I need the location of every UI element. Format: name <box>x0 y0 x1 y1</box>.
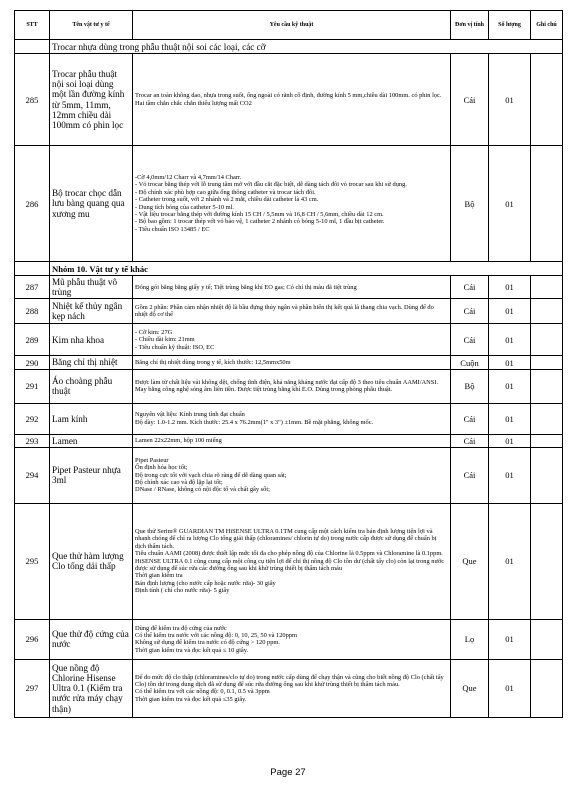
header-spec: Yêu cầu kỹ thuật <box>133 11 451 40</box>
row-note <box>531 369 563 403</box>
row-spec <box>133 369 451 403</box>
row-unit: Bộ <box>451 146 489 262</box>
spec-line: DNase / RNase, không có nội độc tố và chất gây sốt; <box>135 486 270 494</box>
spec-line: - Vỏ trocar bằng thép với lỗ trung tâm mở với đầu cắt đặc biệt, dễ dàng tách đôi vỏ trocar sau khi sử dụng. <box>135 181 407 189</box>
spec-line: Thời gian kiểm tra và đọc kết quả ≤ 10 giây. <box>135 646 249 654</box>
spec-line: Que thử Serim® GUARDIAN TM HiSENSE ULTRA 0.1TM cung cấp một cách kiểm tra bán định lượng tiện lợi và nhanh chóng để chỉ ra lượng Clo tổng giải thấp (chloramines/ chlorin tự do) trong nước cấp được sử dụng để chuẩn bị dịch thẩm tách. <box>135 527 437 550</box>
spec-line: Tiêu chuẩn AAMI (2008) được thiết lập mức tối đa cho phép nồng độ của Chlorine là 0.5ppm và Chloramine là 0.1ppm. <box>135 550 443 558</box>
row-note <box>531 447 563 503</box>
row-spec <box>133 434 451 447</box>
row-unit: Cái <box>451 434 489 447</box>
row-qty: 01 <box>489 403 531 434</box>
section-title: Trocar nhựa dùng trong phẫu thuật nội soi các loại, các cỡ <box>50 40 563 54</box>
spec-line: Không sử dụng để kiểm tra nước có độ cứng > 120 ppm. <box>135 639 280 647</box>
row-spec <box>133 659 451 717</box>
row-note <box>531 324 563 356</box>
spec-line: Dùng để kiểm tra độ cứng của nước <box>135 624 227 632</box>
header-qty: Số lượng <box>489 11 531 40</box>
row-qty: 01 <box>489 447 531 503</box>
row-spec <box>133 356 451 369</box>
spec-line: - Cỡ kim: 27G <box>135 328 173 336</box>
table-row <box>15 276 563 299</box>
table-row <box>15 369 563 403</box>
row-stt: 292 <box>15 403 50 434</box>
row-qty: 01 <box>489 299 531 324</box>
row-qty: 01 <box>489 54 531 146</box>
row-unit: Cuộn <box>451 356 489 369</box>
row-note <box>531 276 563 299</box>
spec-line: - Vật liệu trocar bằng thép với đường kính 15 CH / 5,5mm và 16,8 CH / 5,6mm, chiều dài 12 cm. <box>135 210 384 218</box>
header-stt: STT <box>15 11 50 40</box>
spec-line: - Tiêu chuẩn kỹ thuật: ISO, EC <box>135 343 215 351</box>
row-stt: 295 <box>15 503 50 619</box>
table-row <box>15 403 563 434</box>
spec-line: Định tính ( chỉ cho nước rửa)- 5 giây <box>135 587 230 595</box>
row-stt: 286 <box>15 146 50 262</box>
row-spec <box>133 54 451 146</box>
row-qty: 01 <box>489 434 531 447</box>
spec-line: Pipet Pasteur <box>135 456 169 464</box>
row-name: Áo choàng phẫu thuật <box>50 369 133 403</box>
row-qty: 01 <box>489 659 531 717</box>
table-row <box>15 619 563 659</box>
row-qty: 01 <box>489 276 531 299</box>
spec-line: Được làm từ chất liệu vải không dệt, chống tĩnh điện, khả năng kháng nước đạt cấp độ 3 theo tiêu chuẩn AAMI/ANSI. May bằng công nghệ sóng âm liên tiền. Được tiệt trùng bằng khí E.O. Dùng trong phòng phẫu thuật. <box>135 378 439 394</box>
spec-line: Độ dày: 1.0-1.2 mm. Kích thước: 25.4 x 76.2mm(1" x 3") ±1mm. Bề mặt phẳng, không mốc. <box>135 418 374 426</box>
spec-line: Độ trong cực tốt với vạch chia rõ ràng để dễ dàng quan sát; <box>135 471 287 479</box>
row-unit: Que <box>451 659 489 717</box>
row-unit: Cái <box>451 276 489 299</box>
row-spec <box>133 146 451 262</box>
row-unit: Bộ <box>451 369 489 403</box>
spec-line: Nguyên vật liệu: Kính trung tính đạt chuẩn <box>135 411 245 419</box>
spec-line: - Chiều dài kim: 21mm <box>135 336 195 344</box>
row-name: Que nồng độ Chlorine Hisense Ultra 0.1 (Kiểm tra nước rửa máy chạy thận) <box>50 659 133 717</box>
section-row <box>15 40 563 54</box>
spec-line: -Cỡ 4,0mm/12 Charr và 4,7mm/14 Charr. <box>135 173 242 181</box>
header-note: Ghi chú <box>531 11 563 40</box>
row-name: Mũ phẫu thuật vô trùng <box>50 276 133 299</box>
row-stt: 288 <box>15 299 50 324</box>
table-row <box>15 299 563 324</box>
row-note <box>531 54 563 146</box>
row-qty: 01 <box>489 619 531 659</box>
row-name: Que thử độ cứng của nước <box>50 619 133 659</box>
spec-line: Có thể kiểm tra nước với các nồng độ: 0, 10, 25, 50 và 120ppm <box>135 631 297 639</box>
row-spec <box>133 324 451 356</box>
spec-table <box>14 10 563 718</box>
row-unit: Lọ <box>451 619 489 659</box>
header-name: Tên vật tư y tế <box>50 11 133 40</box>
section-stt <box>15 40 50 54</box>
header-row <box>15 11 563 40</box>
row-spec <box>133 403 451 434</box>
row-note <box>531 403 563 434</box>
spec-line: - Bộ bao gồm: 1 trocar thép với vỏ bảo vệ, 1 catheter 2 nhánh có bóng 5-10 ml, 1 đầu bịt catheter. <box>135 218 385 226</box>
spec-line: Lamen 22x22mm, hộp 100 miếng <box>135 437 222 444</box>
row-qty: 01 <box>489 369 531 403</box>
row-stt: 287 <box>15 276 50 299</box>
row-stt: 294 <box>15 447 50 503</box>
row-stt: 296 <box>15 619 50 659</box>
spec-line: - Tiêu chuẩn ISO 13485 / EC <box>135 225 210 233</box>
spec-line: Thời gian kiểm tra <box>135 572 183 580</box>
page-number: Page 27 <box>270 767 306 778</box>
row-note <box>531 356 563 369</box>
row-name: Nhiệt kế thủy ngân kẹp nách <box>50 299 133 324</box>
row-unit: Cái <box>451 324 489 356</box>
row-unit: Cái <box>451 403 489 434</box>
header-unit: Đơn vị tính <box>451 11 489 40</box>
spec-line: Để đo mức độ clo thấp (chloramines/clo tự do) trong nước cấp dùng để chạy thận và cũng cho biết nồng độ Clo (chất tẩy Clo) tồn dư trong dung dịch đã sử dụng để súc rửa đường ống sau khi khử trùng thiết bị thẩm tách máu. <box>135 673 444 688</box>
row-unit: Cái <box>451 299 489 324</box>
spec-line: - Catheter trong suốt, với 2 nhánh và 2 mắt, chiều dài catheter là 43 cm. <box>135 196 319 204</box>
table-row <box>15 324 563 356</box>
section-stt <box>15 262 50 276</box>
row-note <box>531 146 563 262</box>
spec-line: Băng chỉ thị nhiệt dùng trong y tế, kích thước: 12,5mmx50m <box>135 358 291 366</box>
table-row <box>15 503 563 619</box>
row-note <box>531 503 563 619</box>
table-row <box>15 54 563 146</box>
section-title: Nhóm 10. Vật tư y tế khác <box>50 262 563 276</box>
spec-line: Gồm 2 phần: Phần cảm nhận nhiệt độ là bầu đựng thủy ngân và phần hiển thị kết quả là thang chia vạch. Dùng để đo nhiệt độ cơ thể <box>135 304 434 319</box>
row-name: Băng chỉ thị nhiệt <box>50 356 133 369</box>
row-name: Bộ trocar chọc dẫn lưu bàng quang qua xương mu <box>50 146 133 262</box>
row-note <box>531 619 563 659</box>
row-spec <box>133 503 451 619</box>
table-row <box>15 659 563 717</box>
row-stt: 285 <box>15 54 50 146</box>
table-row <box>15 356 563 369</box>
row-name: Kim nha khoa <box>50 324 133 356</box>
row-note <box>531 659 563 717</box>
row-note <box>531 434 563 447</box>
spec-line: - Dung tích bóng của catheter 5-10 ml. <box>135 203 235 211</box>
row-unit: Cái <box>451 54 489 146</box>
spec-line: Ổn định hóa học tốt; <box>135 464 188 472</box>
row-name: Trocar phẫu thuật nội soi loại dùng một lần đường kính từ 5mm, 11mm, 12mm chiều dài 100mm có phin lọc <box>50 54 133 146</box>
table-row <box>15 434 563 447</box>
row-stt: 290 <box>15 356 50 369</box>
row-name: Que thử hàm lượng Clo tổng dải thấp <box>50 503 133 619</box>
spec-line: Có thể kiểm tra với các nồng độ: 0, 0.1, 0.5 và 3ppm <box>135 688 270 696</box>
table-row <box>15 146 563 262</box>
row-spec <box>133 447 451 503</box>
row-spec <box>133 619 451 659</box>
row-stt: 291 <box>15 369 50 403</box>
row-qty: 01 <box>489 146 531 262</box>
row-spec <box>133 299 451 324</box>
spec-line: Độ chính xác cao và độ lặp lại tốt; <box>135 479 223 487</box>
row-stt: 297 <box>15 659 50 717</box>
row-unit: Cái <box>451 447 489 503</box>
section-row <box>15 262 563 276</box>
table-row <box>15 447 563 503</box>
row-note <box>531 299 563 324</box>
spec-line: HiSENSE ULTRA 0.1 cũng cung cấp một công cụ tiện lợi để chỉ thị nồng độ Clo tồn dư (chất tẩy clo) còn lại trong nước được sử dụng để súc rửa các đường ống sau khi khử trùng thiết bị thẩm tách máu <box>135 557 445 573</box>
row-unit: Que <box>451 503 489 619</box>
spec-line: Bán định lượng (cho nước cấp hoặc nước rửa)- 30 giây <box>135 579 276 587</box>
row-name: Lamen <box>50 434 133 447</box>
row-name: Pipet Pasteur nhựa 3ml <box>50 447 133 503</box>
row-qty: 01 <box>489 356 531 369</box>
row-qty: 01 <box>489 503 531 619</box>
row-stt: 293 <box>15 434 50 447</box>
spec-line: Đóng gói bằng bằng giấy y tế; Tiệt trùng bằng khí EO gas; Có chỉ thị màu đã tiệt trùng <box>135 283 357 291</box>
spec-line: Trocar an toàn không dao, nhựa trong suốt, ống ngoài có rãnh cố định, đường kính 5 mm,chiều dài 100mm. có phin lọc. Hai tầm chắn chắc chắn thiểu lượng mất CO2 <box>135 92 442 107</box>
row-stt: 289 <box>15 324 50 356</box>
spec-line: Thời gian kiểm tra và đọc kết quả ≤35 giây. <box>135 695 247 703</box>
spec-line: - Độ chính xác phù hợp cao giữa ống thông catheter và trocar tách đôi. <box>135 188 316 196</box>
row-name: Lam kính <box>50 403 133 434</box>
row-qty: 01 <box>489 324 531 356</box>
row-spec <box>133 276 451 299</box>
